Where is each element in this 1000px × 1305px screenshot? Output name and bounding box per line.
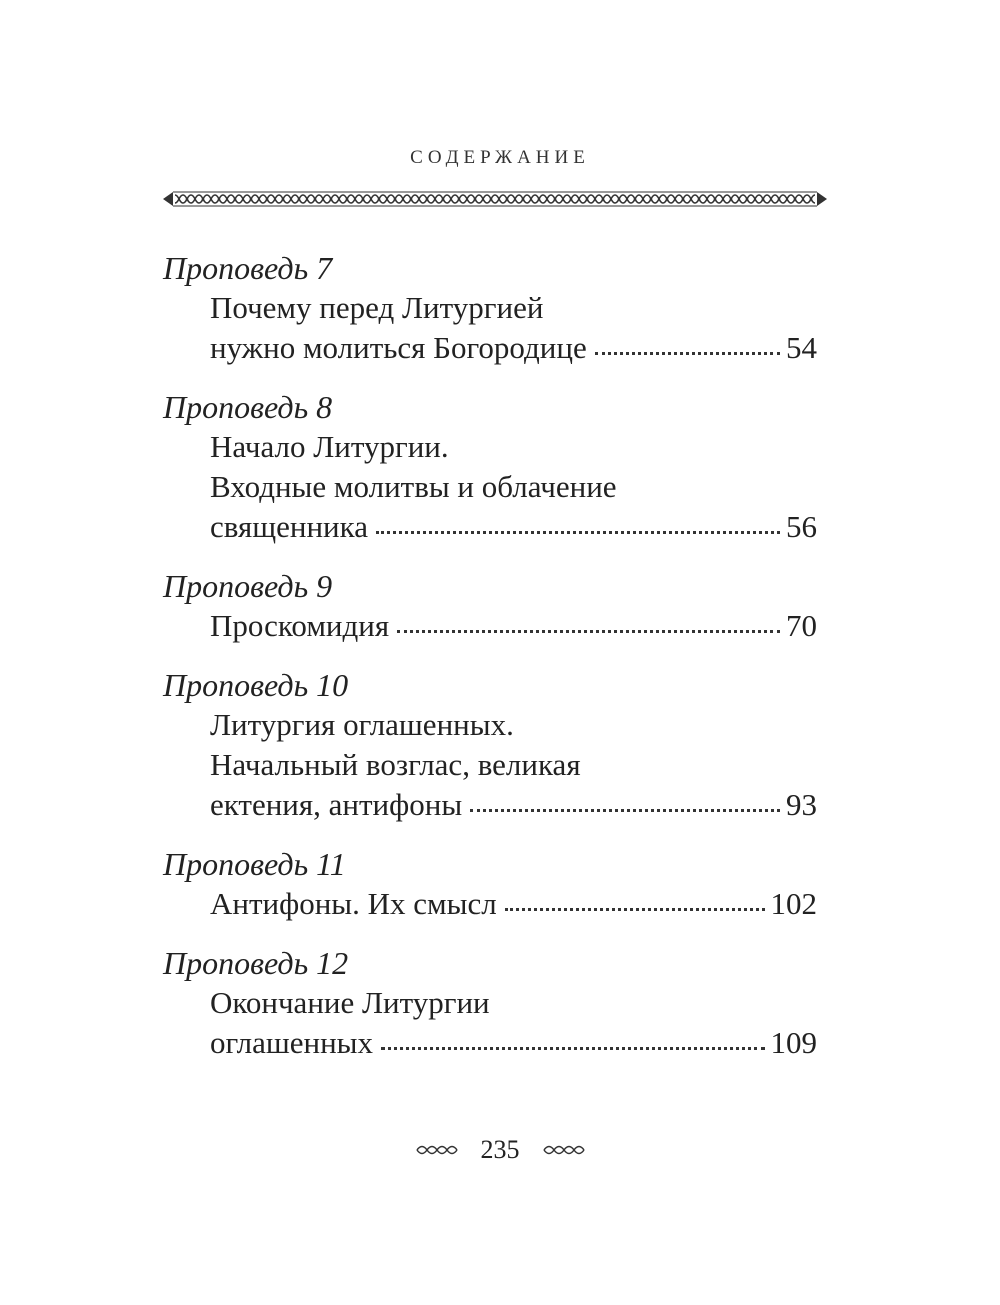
entry-title-line-with-page bbox=[163, 328, 817, 368]
entry-label: Проповедь 7 bbox=[163, 250, 333, 286]
entry-page-number: 54 bbox=[786, 330, 817, 365]
entry-page-number: 93 bbox=[786, 787, 817, 822]
dot-leader bbox=[397, 630, 780, 633]
right-ornament-icon bbox=[542, 1142, 586, 1158]
entry-title-line-with-page bbox=[163, 884, 817, 924]
entry-page-number: 102 bbox=[770, 886, 817, 921]
entry-title-text: священника bbox=[210, 509, 368, 544]
entry-label: Проповедь 10 bbox=[163, 667, 349, 703]
toc-entry[interactable] bbox=[163, 248, 817, 368]
toc-entry[interactable] bbox=[163, 943, 817, 1063]
entry-title-line-with-page bbox=[163, 606, 817, 646]
entry-title-line: Окончание Литургии bbox=[210, 985, 490, 1020]
dot-leader bbox=[505, 908, 765, 911]
dot-leader bbox=[381, 1047, 764, 1050]
entry-title-line-with-page bbox=[163, 785, 817, 825]
entry-page-number: 56 bbox=[786, 509, 817, 544]
entry-title-text: Антифоны. Их смысл bbox=[210, 886, 497, 921]
entry-title-text: нужно молиться Богородице bbox=[210, 330, 587, 365]
toc-entry[interactable] bbox=[163, 387, 817, 547]
entry-label: Проповедь 11 bbox=[163, 846, 346, 882]
entry-title-line: Начальный возглас, великая bbox=[210, 747, 581, 782]
entry-title-line: Начало Литургии. bbox=[210, 429, 449, 464]
entry-label: Проповедь 8 bbox=[163, 389, 333, 425]
ornamental-border-divider bbox=[163, 188, 827, 210]
entry-title-line: Литургия оглашенных. bbox=[210, 707, 514, 742]
toc-entry[interactable] bbox=[163, 844, 817, 924]
entry-title-line: Почему перед Литургией bbox=[210, 290, 544, 325]
entry-title-line: Входные молитвы и облачение bbox=[210, 469, 617, 504]
entry-page-number: 70 bbox=[786, 608, 817, 643]
dot-leader bbox=[376, 531, 780, 534]
entry-title-text: оглашенных bbox=[210, 1025, 374, 1060]
entry-title-text: Проскомидия bbox=[210, 608, 390, 643]
entry-title-line-with-page bbox=[163, 507, 817, 547]
entry-label: Проповедь 12 bbox=[163, 945, 349, 981]
entry-title-line-with-page bbox=[163, 1023, 817, 1063]
dot-leader bbox=[595, 352, 780, 355]
entry-title-text: ектения, антифоны bbox=[210, 787, 463, 822]
toc-entry[interactable] bbox=[163, 665, 817, 825]
page-footer bbox=[0, 1130, 1000, 1170]
table-of-contents bbox=[163, 248, 817, 1082]
dot-leader bbox=[470, 809, 780, 812]
entry-page-number: 109 bbox=[770, 1025, 817, 1060]
page-title: СОДЕРЖАНИЕ bbox=[410, 147, 590, 168]
toc-entry[interactable] bbox=[163, 566, 817, 646]
page-number: 235 bbox=[480, 1135, 520, 1164]
left-ornament-icon bbox=[415, 1142, 459, 1158]
entry-label: Проповедь 9 bbox=[163, 568, 333, 604]
